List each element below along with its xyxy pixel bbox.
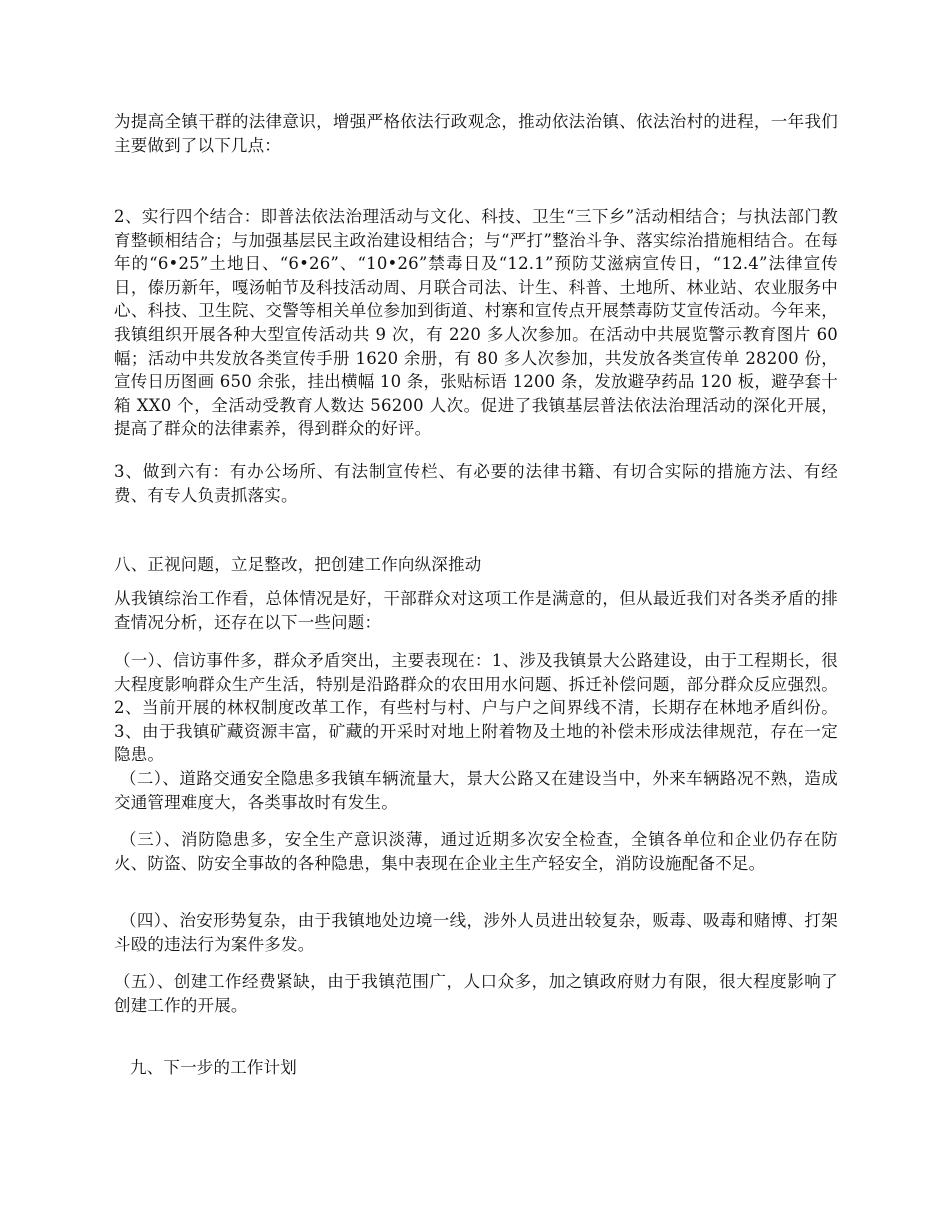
issue-3-paragraph: （三）、消防隐患多，安全生产意识淡薄，通过近期多次安全检查，全镇各单位和企业仍存在防火、防盗、防安全事故的各种隐患，集中表现在企业主生产轻安全，消防设施配备不足。 — [114, 830, 838, 873]
item-3-paragraph: 3、做到六有：有办公场所、有法制宣传栏、有必要的法律书籍、有切合实际的措施方法、有经费、有专人负责抓落实。 — [114, 462, 838, 505]
section-9-heading: 九、下一步的工作计划 — [130, 1058, 297, 1077]
issue-5-paragraph: （五）、创建工作经费紧缺，由于我镇范围广，人口众多，加之镇政府财力有限，很大程度影响了创建工作的开展。 — [114, 972, 838, 1015]
intro-paragraph: 为提高全镇干群的法律意识，增强严格依法行政观念，推动依法治镇、依法治村的进程，一年我们主要做到了以下几点： — [114, 112, 838, 155]
item-2-paragraph: 2、实行四个结合：即普法依法治理活动与文化、科技、卫生“三下乡”活动相结合；与执法部门教育整顿相结合；与加强基层民主政治建设相结合；与“严打”整治斗争、落实综治措施相结合。在每年的“6•25”土地日、“6•26”、“10•26”禁毒日及“12.1”预防艾滋病宣传日，“12.4”法律宣传日，傣历新年，嘎汤帕节及科技活动周、月联合司法、计生、科普、土地所、林业站、农业服务中心、科技、卫生院、交警等相关单位参加到街道、村寨和宣传点开展禁毒防艾宣传活动。今年来，我镇组织开展各种大型宣传活动共 9 次，有 220 多人次参加。在活动中共展览警示教育图片 60 幅；活动中共发放各类宣传手册 1620 余册，有 80 多人次参加，共发放各类宣传单 28200 份，宣传日历图画 650 余张，挂出横幅 10 条，张贴标语 1200 条，发放避孕药品 120 板，避孕套十箱 XX0 个，全活动受教育人数达 56200 人次。促进了我镇基层普法依法治理活动的深化开展，提高了群众的法律素养，得到群众的好评。 — [114, 207, 838, 439]
issue-4-paragraph: （四）、治安形势复杂，由于我镇地处边境一线，涉外人员进出较复杂，贩毒、吸毒和赌博、打架斗殴的违法行为案件多发。 — [114, 911, 838, 954]
section-8-heading: 八、正视问题，立足整改，把创建工作向纵深推动 — [114, 555, 482, 574]
issue-2-paragraph: （二）、道路交通安全隐患多我镇车辆流量大，景大公路又在建设当中，外来车辆路况不熟，造成交通管理难度大，各类事故时有发生。 — [114, 769, 838, 812]
overview-paragraph: 从我镇综治工作看，总体情况是好，干部群众对这项工作是满意的，但从最近我们对各类矛盾的排查情况分析，还存在以下一些问题： — [114, 589, 838, 632]
issue-1-paragraph: （一）、信访事件多，群众矛盾突出，主要表现在：1、涉及我镇景大公路建设，由于工程期长，很大程度影响群众生产生活，特别是沿路群众的农田用水问题、拆迁补偿问题，部分群众反应强烈。2、当前开展的林权制度改革工作，有些村与村、户与户之间界线不清，长期存在林地矛盾纠份。3、由于我镇矿藏资源丰富，矿藏的开采时对地上附着物及土地的补偿未形成法律规范，存在一定隐患。 — [114, 651, 838, 765]
